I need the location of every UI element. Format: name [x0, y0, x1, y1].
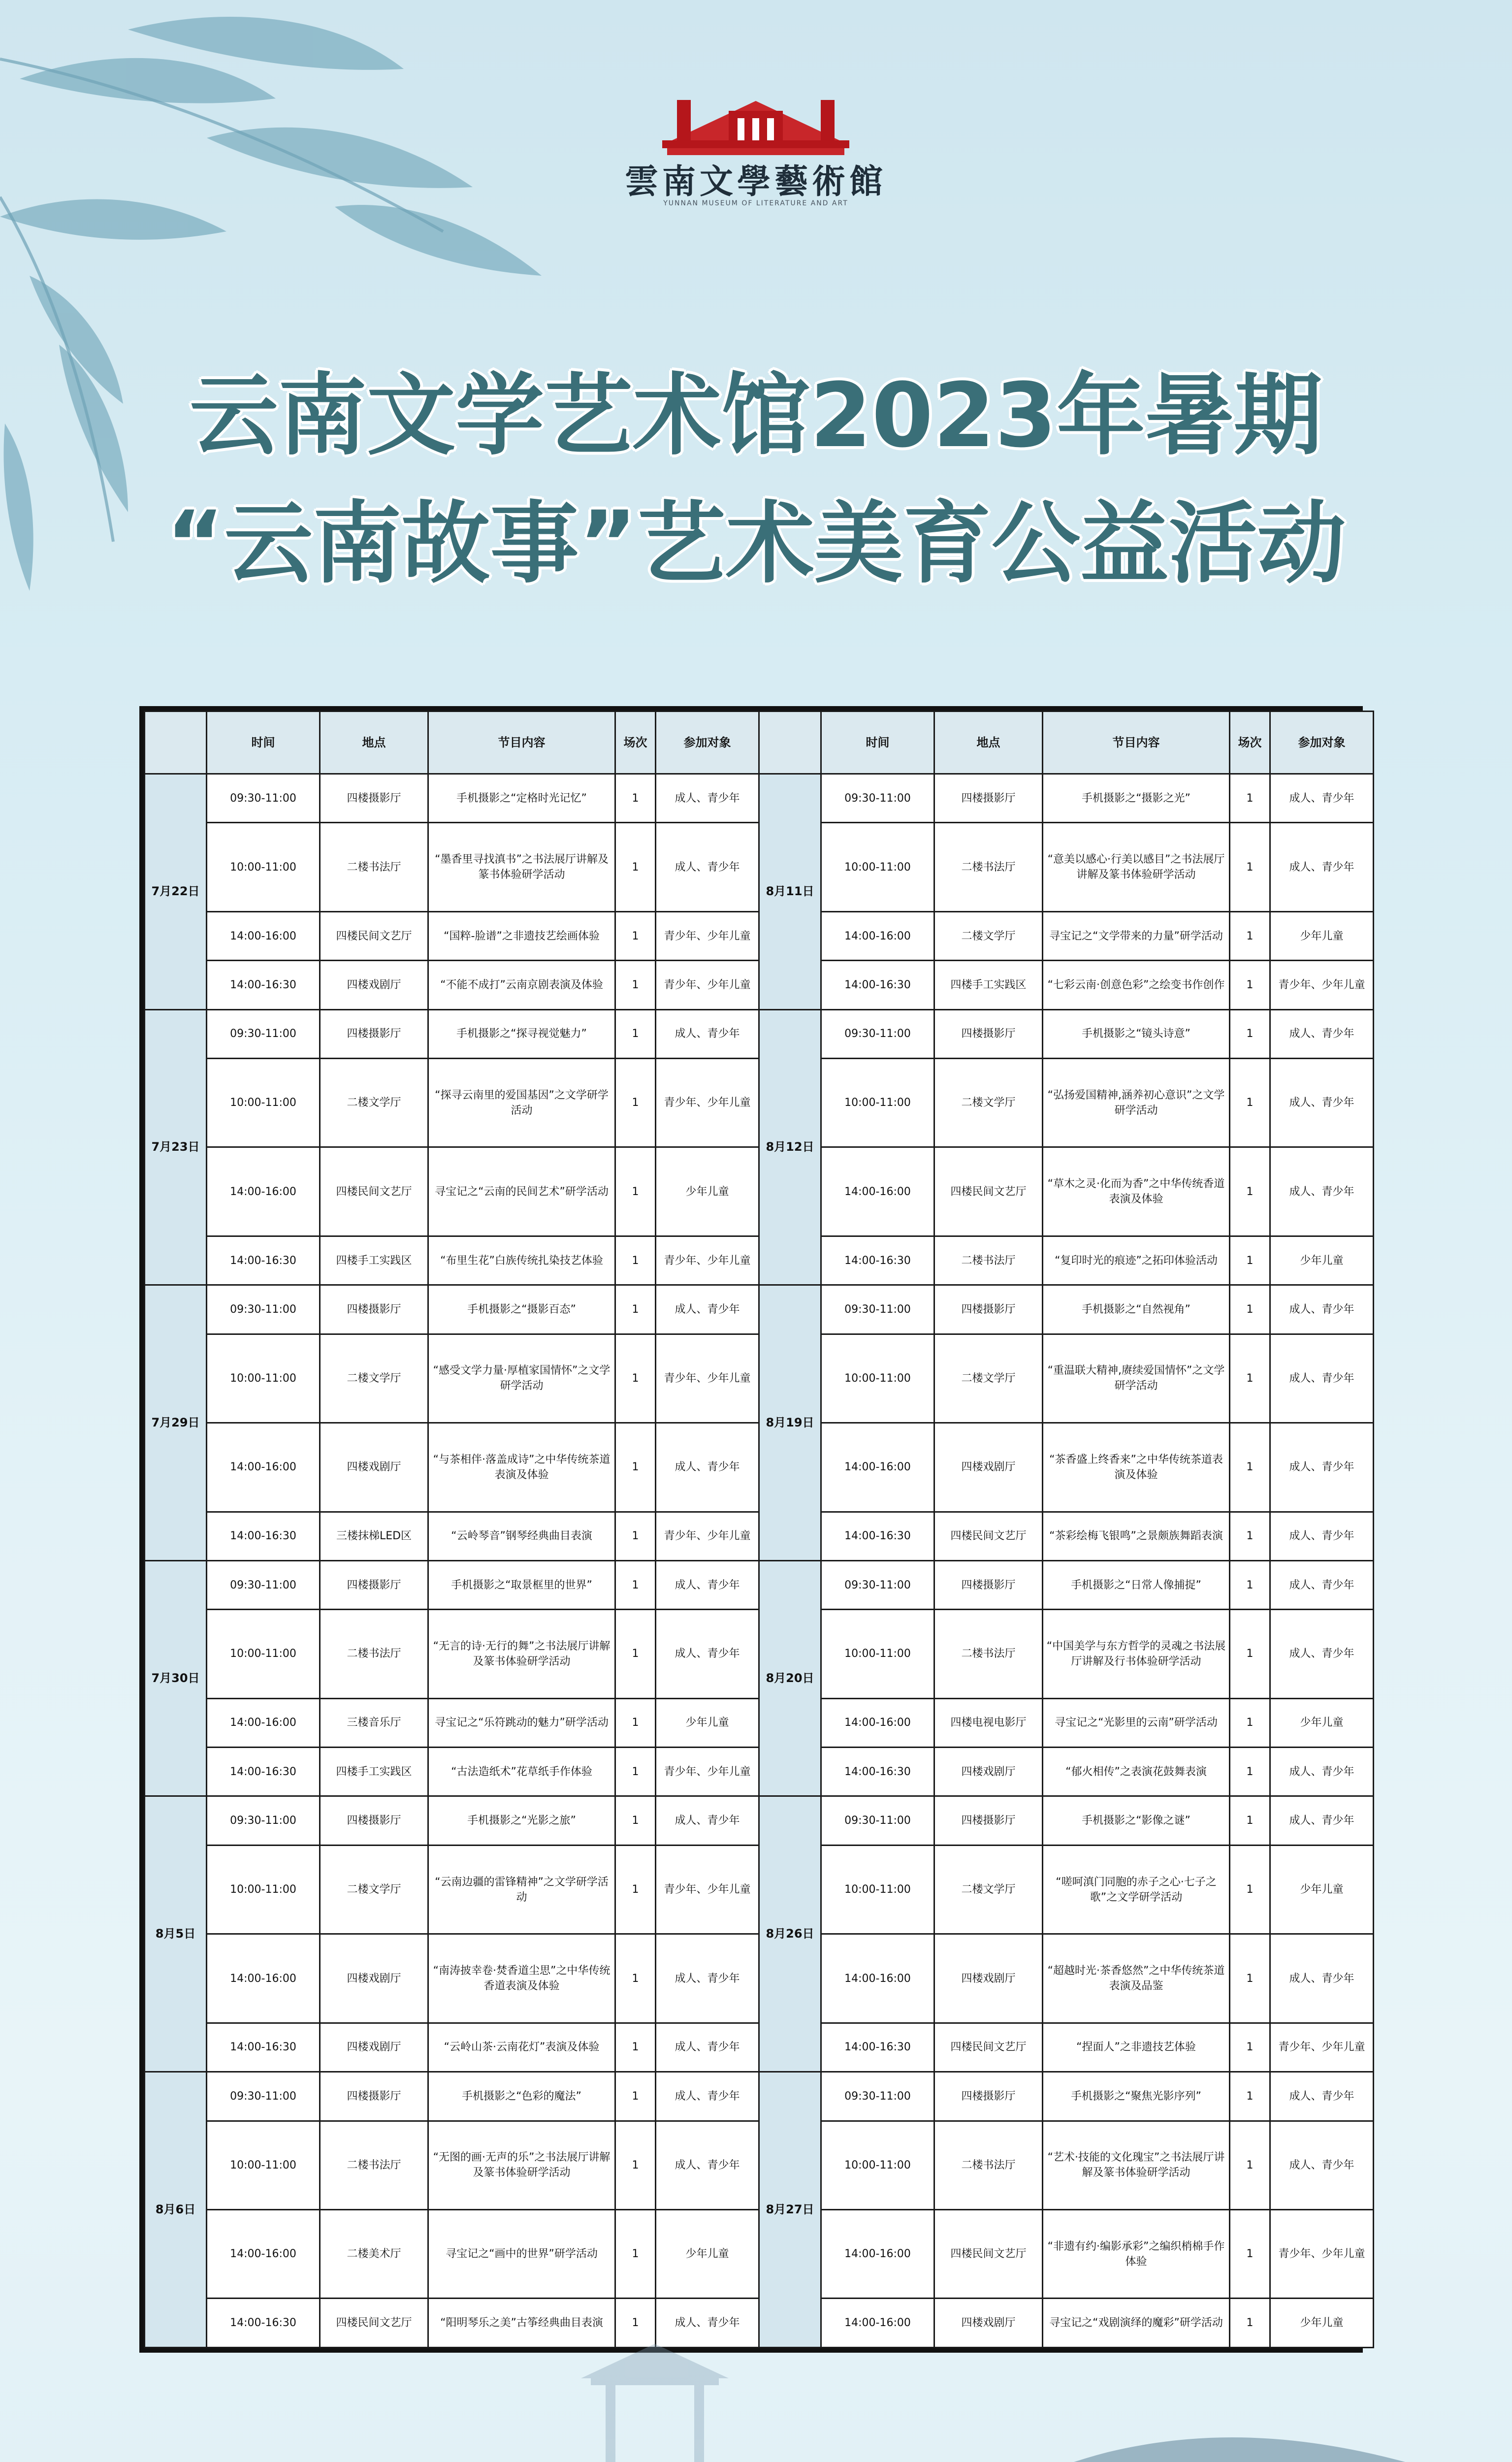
schedule-time-left: 10:00-11:00 [207, 823, 320, 911]
schedule-audience-left: 成人、青少年 [656, 1423, 759, 1512]
schedule-time-left: 10:00-11:00 [207, 1058, 320, 1147]
schedule-time-right: 14:00-16:30 [821, 1748, 934, 1796]
header-time-right: 时间 [821, 712, 934, 774]
schedule-content-right: 手机摄影之“自然视角” [1043, 1285, 1230, 1334]
schedule-audience-right: 成人、青少年 [1270, 1610, 1374, 1698]
page-title-line1: 云南文学艺术馆2023年暑期 [190, 364, 1322, 467]
schedule-time-right: 10:00-11:00 [821, 2121, 934, 2209]
schedule-date-right: 8月19日 [759, 1285, 821, 1561]
schedule-sessions-right: 1 [1230, 2072, 1270, 2121]
schedule-time-left: 14:00-16:00 [207, 1698, 320, 1747]
schedule-audience-left: 成人、青少年 [656, 2072, 759, 2121]
schedule-place-right: 四楼摄影厅 [934, 774, 1043, 823]
schedule-sessions-left: 1 [615, 1009, 656, 1058]
schedule-audience-left: 成人、青少年 [656, 823, 759, 911]
schedule-sessions-left: 1 [615, 1934, 656, 2023]
schedule-content-right: “草木之灵·化而为香”之中华传统香道表演及体验 [1043, 1147, 1230, 1236]
schedule-audience-right: 成人、青少年 [1270, 1009, 1374, 1058]
header-content-right: 节目内容 [1043, 712, 1230, 774]
schedule-content-right: “茶彩绘梅飞银鸣”之景颇族舞蹈表演 [1043, 1512, 1230, 1560]
page-title-line2: “云南故事”艺术美育公益活动 [166, 492, 1346, 595]
schedule-date-left: 7月23日 [145, 1009, 207, 1285]
schedule-content-right: 寻宝记之“戏剧演绎的魔彩”研学活动 [1043, 2299, 1230, 2348]
schedule-content-left: “无图的画·无声的乐”之书法展厅讲解及篆书体验研学活动 [428, 2121, 615, 2209]
schedule-content-right: “复印时光的痕迹”之拓印体验活动 [1043, 1236, 1230, 1285]
schedule-sessions-left: 1 [615, 1698, 656, 1747]
schedule-audience-left: 成人、青少年 [656, 2299, 759, 2348]
schedule-content-right: 手机摄影之“摄影之光” [1043, 774, 1230, 823]
schedule-audience-right: 成人、青少年 [1270, 1058, 1374, 1147]
header-audience-left: 参加对象 [656, 712, 759, 774]
schedule-time-left: 14:00-16:30 [207, 1512, 320, 1560]
schedule-place-right: 二楼书法厅 [934, 1236, 1043, 1285]
table-row [145, 1560, 1374, 1609]
schedule-content-right: 手机摄影之“日常人像捕捉” [1043, 1560, 1230, 1609]
schedule-place-right: 四楼电视电影厅 [934, 1698, 1043, 1747]
schedule-place-right: 二楼文学厅 [934, 1334, 1043, 1423]
schedule-sessions-right: 1 [1230, 1009, 1270, 1058]
schedule-content-right: “非遗有约·编影承彩”之编织梢棉手作体验 [1043, 2209, 1230, 2298]
schedule-content-left: 手机摄影之“取景框里的世界” [428, 1560, 615, 1609]
schedule-place-left: 四楼摄影厅 [320, 1009, 428, 1058]
schedule-time-left: 09:30-11:00 [207, 1796, 320, 1845]
schedule-place-right: 四楼民间文艺厅 [934, 1147, 1043, 1236]
schedule-sessions-left: 1 [615, 1748, 656, 1796]
schedule-content-right: “意美以感心·行美以感目”之书法展厅讲解及篆书体验研学活动 [1043, 823, 1230, 911]
schedule-time-left: 09:30-11:00 [207, 1285, 320, 1334]
header-audience-right: 参加对象 [1270, 712, 1374, 774]
schedule-place-right: 二楼书法厅 [934, 2121, 1043, 2209]
schedule-place-left: 二楼文学厅 [320, 1334, 428, 1423]
schedule-date-right: 8月11日 [759, 774, 821, 1010]
schedule-audience-right: 成人、青少年 [1270, 1423, 1374, 1512]
schedule-sessions-right: 1 [1230, 1423, 1270, 1512]
table-row [145, 1285, 1374, 1334]
schedule-place-left: 二楼书法厅 [320, 1610, 428, 1698]
schedule-content-right: 寻宝记之“光影里的云南”研学活动 [1043, 1698, 1230, 1747]
schedule-audience-right: 少年儿童 [1270, 1236, 1374, 1285]
schedule-time-right: 14:00-16:30 [821, 2023, 934, 2072]
schedule-audience-right: 少年儿童 [1270, 911, 1374, 960]
schedule-sessions-left: 1 [615, 1147, 656, 1236]
schedule-content-left: “云岭山茶·云南花灯”表演及体验 [428, 2023, 615, 2072]
schedule-content-right: “捏面人”之非遗技艺体验 [1043, 2023, 1230, 2072]
schedule-audience-left: 青少年、少年儿童 [656, 961, 759, 1009]
schedule-place-left: 四楼手工实践区 [320, 1748, 428, 1796]
schedule-audience-left: 青少年、少年儿童 [656, 1058, 759, 1147]
schedule-sessions-right: 1 [1230, 2023, 1270, 2072]
schedule-time-left: 14:00-16:30 [207, 961, 320, 1009]
schedule-content-left: 手机摄影之“色彩的魔法” [428, 2072, 615, 2121]
schedule-place-left: 四楼摄影厅 [320, 2072, 428, 2121]
schedule-sessions-left: 1 [615, 1334, 656, 1423]
schedule-place-left: 三楼音乐厅 [320, 1698, 428, 1747]
schedule-audience-left: 成人、青少年 [656, 1285, 759, 1334]
schedule-sessions-right: 1 [1230, 1512, 1270, 1560]
schedule-content-left: 手机摄影之“光影之旅” [428, 1796, 615, 1845]
schedule-sessions-right: 1 [1230, 961, 1270, 1009]
schedule-time-left: 14:00-16:30 [207, 2023, 320, 2072]
schedule-time-left: 14:00-16:00 [207, 911, 320, 960]
schedule-place-left: 四楼民间文艺厅 [320, 2299, 428, 2348]
schedule-place-right: 二楼文学厅 [934, 1058, 1043, 1147]
schedule-place-left: 二楼书法厅 [320, 823, 428, 911]
schedule-audience-left: 成人、青少年 [656, 2121, 759, 2209]
header-date-left [145, 712, 207, 774]
schedule-content-right: “中国美学与东方哲学的灵魂之书法展厅讲解及行书体验研学活动 [1043, 1610, 1230, 1698]
schedule-place-right: 四楼摄影厅 [934, 1285, 1043, 1334]
schedule-audience-right: 成人、青少年 [1270, 1334, 1374, 1423]
schedule-time-left: 10:00-11:00 [207, 1610, 320, 1698]
schedule-date-left: 7月29日 [145, 1285, 207, 1561]
schedule-sessions-left: 1 [615, 1423, 656, 1512]
schedule-time-right: 10:00-11:00 [821, 1845, 934, 1934]
schedule-content-left: 寻宝记之“画中的世界”研学活动 [428, 2209, 615, 2298]
schedule-date-right: 8月12日 [759, 1009, 821, 1285]
schedule-time-right: 09:30-11:00 [821, 1285, 934, 1334]
schedule-time-right: 14:00-16:00 [821, 1934, 934, 2023]
schedule-sessions-right: 1 [1230, 1285, 1270, 1334]
schedule-content-right: “茶香盛上终香来”之中华传统茶道表演及体验 [1043, 1423, 1230, 1512]
table-row [145, 1009, 1374, 1058]
schedule-content-right: “艺术·技能的文化瑰宝”之书法展厅讲解及篆书体验研学活动 [1043, 2121, 1230, 2209]
table-row [145, 2072, 1374, 2121]
schedule-audience-left: 少年儿童 [656, 2209, 759, 2298]
schedule-place-left: 四楼摄影厅 [320, 1560, 428, 1609]
schedule-place-left: 四楼摄影厅 [320, 1285, 428, 1334]
schedule-time-right: 09:30-11:00 [821, 774, 934, 823]
schedule-audience-left: 青少年、少年儿童 [656, 1845, 759, 1934]
schedule-content-left: “南涛披幸卷·焚香道尘思”之中华传统香道表演及体验 [428, 1934, 615, 2023]
schedule-place-left: 四楼戏剧厅 [320, 1423, 428, 1512]
schedule-time-right: 10:00-11:00 [821, 1058, 934, 1147]
schedule-audience-right: 成人、青少年 [1270, 1934, 1374, 2023]
schedule-sessions-right: 1 [1230, 774, 1270, 823]
schedule-table [139, 706, 1363, 2353]
schedule-sessions-right: 1 [1230, 1934, 1270, 2023]
schedule-place-right: 四楼摄影厅 [934, 2072, 1043, 2121]
schedule-audience-left: 成人、青少年 [656, 2023, 759, 2072]
schedule-time-right: 09:30-11:00 [821, 1009, 934, 1058]
schedule-time-left: 09:30-11:00 [207, 2072, 320, 2121]
schedule-place-left: 四楼戏剧厅 [320, 1934, 428, 2023]
schedule-audience-left: 少年儿童 [656, 1698, 759, 1747]
schedule-sessions-right: 1 [1230, 1698, 1270, 1747]
schedule-audience-right: 成人、青少年 [1270, 2072, 1374, 2121]
schedule-sessions-left: 1 [615, 1512, 656, 1560]
schedule-sessions-right: 1 [1230, 823, 1270, 911]
schedule-place-left: 四楼民间文艺厅 [320, 1147, 428, 1236]
schedule-content-left: “国粹-脸谱”之非遗技艺绘画体验 [428, 911, 615, 960]
schedule-sessions-left: 1 [615, 2023, 656, 2072]
schedule-place-right: 四楼戏剧厅 [934, 2299, 1043, 2348]
schedule-audience-right: 青少年、少年儿童 [1270, 961, 1374, 1009]
schedule-place-left: 四楼民间文艺厅 [320, 911, 428, 960]
schedule-audience-right: 成人、青少年 [1270, 1512, 1374, 1560]
schedule-place-left: 二楼文学厅 [320, 1845, 428, 1934]
schedule-time-right: 10:00-11:00 [821, 1610, 934, 1698]
schedule-audience-right: 成人、青少年 [1270, 2121, 1374, 2209]
schedule-audience-right: 成人、青少年 [1270, 774, 1374, 823]
header-date-right [759, 712, 821, 774]
schedule-place-left: 二楼美术厅 [320, 2209, 428, 2298]
schedule-content-left: 手机摄影之“摄影百态” [428, 1285, 615, 1334]
schedule-content-right: “郁火相传”之表演花鼓舞表演 [1043, 1748, 1230, 1796]
schedule-sessions-left: 1 [615, 2209, 656, 2298]
schedule-content-left: “感受文学力量·厚植家国情怀”之文学研学活动 [428, 1334, 615, 1423]
schedule-place-left: 四楼戏剧厅 [320, 2023, 428, 2072]
schedule-audience-right: 少年儿童 [1270, 1698, 1374, 1747]
table-row [145, 1796, 1374, 1845]
schedule-time-right: 14:00-16:30 [821, 1512, 934, 1560]
schedule-content-left: “不能不成打”云南京剧表演及体验 [428, 961, 615, 1009]
schedule-sessions-right: 1 [1230, 1334, 1270, 1423]
schedule-time-left: 14:00-16:00 [207, 1423, 320, 1512]
schedule-place-right: 二楼书法厅 [934, 823, 1043, 911]
schedule-date-left: 7月22日 [145, 774, 207, 1010]
logo-english-name: YUNNAN MUSEUM OF LITERATURE AND ART [663, 199, 848, 207]
schedule-audience-left: 成人、青少年 [656, 1610, 759, 1698]
schedule-place-right: 四楼摄影厅 [934, 1560, 1043, 1609]
schedule-place-left: 四楼戏剧厅 [320, 961, 428, 1009]
schedule-sessions-left: 1 [615, 774, 656, 823]
header-sessions-right: 场次 [1230, 712, 1270, 774]
schedule-content-left: 寻宝记之“乐符跳动的魅力”研学活动 [428, 1698, 615, 1747]
schedule-place-right: 四楼民间文艺厅 [934, 2209, 1043, 2298]
schedule-sessions-right: 1 [1230, 2121, 1270, 2209]
header-time-left: 时间 [207, 712, 320, 774]
schedule-place-left: 三楼抹梯LED区 [320, 1512, 428, 1560]
schedule-content-left: “阳明琴乐之美”古筝经典曲目表演 [428, 2299, 615, 2348]
schedule-content-left: “探寻云南里的爱国基因”之文学研学活动 [428, 1058, 615, 1147]
schedule-sessions-right: 1 [1230, 2209, 1270, 2298]
schedule-sessions-left: 1 [615, 1236, 656, 1285]
schedule-time-right: 14:00-16:30 [821, 961, 934, 1009]
schedule-place-right: 二楼书法厅 [934, 1610, 1043, 1698]
schedule-content-left: 寻宝记之“云南的民间艺术”研学活动 [428, 1147, 615, 1236]
schedule-sessions-left: 1 [615, 1285, 656, 1334]
schedule-time-right: 09:30-11:00 [821, 1796, 934, 1845]
schedule-audience-right: 成人、青少年 [1270, 1796, 1374, 1845]
schedule-audience-left: 少年儿童 [656, 1147, 759, 1236]
schedule-content-right: “超越时光·茶香悠然”之中华传统茶道表演及品鉴 [1043, 1934, 1230, 2023]
schedule-sessions-right: 1 [1230, 2299, 1270, 2348]
schedule-place-right: 四楼摄影厅 [934, 1796, 1043, 1845]
schedule-content-right: 手机摄影之“镜头诗意” [1043, 1009, 1230, 1058]
schedule-content-left: “云岭琴音”钢琴经典曲目表演 [428, 1512, 615, 1560]
schedule-audience-right: 青少年、少年儿童 [1270, 2023, 1374, 2072]
schedule-time-left: 14:00-16:00 [207, 2209, 320, 2298]
schedule-time-right: 14:00-16:00 [821, 1147, 934, 1236]
schedule-place-left: 二楼书法厅 [320, 2121, 428, 2209]
schedule-content-right: 寻宝记之“文学带来的力量”研学活动 [1043, 911, 1230, 960]
schedule-content-right: 手机摄影之“聚焦光影序列” [1043, 2072, 1230, 2121]
schedule-audience-right: 成人、青少年 [1270, 1285, 1374, 1334]
logo-name: 雲南文學藝術館 [624, 162, 887, 201]
schedule-content-right: “嗟呵滇门同胞的赤子之心·七子之歌”之文学研学活动 [1043, 1845, 1230, 1934]
schedule-place-right: 四楼摄影厅 [934, 1009, 1043, 1058]
schedule-sessions-left: 1 [615, 1610, 656, 1698]
schedule-time-left: 14:00-16:00 [207, 1147, 320, 1236]
mountain-landscape [0, 2290, 1512, 2462]
schedule-content-right: 手机摄影之“影像之谜” [1043, 1796, 1230, 1845]
schedule-sessions-left: 1 [615, 823, 656, 911]
schedule-audience-right: 成人、青少年 [1270, 823, 1374, 911]
schedule-time-left: 14:00-16:00 [207, 1934, 320, 2023]
schedule-sessions-right: 1 [1230, 1236, 1270, 1285]
schedule-audience-left: 成人、青少年 [656, 1009, 759, 1058]
schedule-time-right: 09:30-11:00 [821, 2072, 934, 2121]
schedule-time-left: 10:00-11:00 [207, 1845, 320, 1934]
header-place-left: 地点 [320, 712, 428, 774]
schedule-sessions-left: 1 [615, 2072, 656, 2121]
schedule-sessions-left: 1 [615, 1058, 656, 1147]
schedule-audience-left: 成人、青少年 [656, 1560, 759, 1609]
schedule-content-right: “七彩云南·创意色彩”之绘变书作创作 [1043, 961, 1230, 1009]
schedule-sessions-right: 1 [1230, 1610, 1270, 1698]
schedule-time-right: 14:00-16:00 [821, 1423, 934, 1512]
schedule-time-left: 14:00-16:30 [207, 1748, 320, 1796]
schedule-content-left: “布里生花”白族传统扎染技艺体验 [428, 1236, 615, 1285]
schedule-place-right: 四楼戏剧厅 [934, 1748, 1043, 1796]
header-content-left: 节目内容 [428, 712, 615, 774]
schedule-place-right: 四楼手工实践区 [934, 961, 1043, 1009]
schedule-time-left: 09:30-11:00 [207, 1560, 320, 1609]
schedule-audience-left: 青少年、少年儿童 [656, 1512, 759, 1560]
schedule-sessions-right: 1 [1230, 1560, 1270, 1609]
schedule-audience-right: 青少年、少年儿童 [1270, 2209, 1374, 2298]
schedule-place-right: 四楼戏剧厅 [934, 1423, 1043, 1512]
schedule-audience-left: 成人、青少年 [656, 774, 759, 823]
schedule-sessions-left: 1 [615, 2299, 656, 2348]
schedule-time-right: 14:00-16:00 [821, 1698, 934, 1747]
table-header-row [145, 712, 1374, 774]
schedule-place-left: 四楼摄影厅 [320, 774, 428, 823]
schedule-date-left: 8月5日 [145, 1796, 207, 2072]
schedule-audience-right: 少年儿童 [1270, 2299, 1374, 2348]
schedule-sessions-right: 1 [1230, 1147, 1270, 1236]
schedule-audience-left: 青少年、少年儿童 [656, 1748, 759, 1796]
header-place-right: 地点 [934, 712, 1043, 774]
schedule-audience-right: 成人、青少年 [1270, 1147, 1374, 1236]
schedule-sessions-right: 1 [1230, 1748, 1270, 1796]
schedule-audience-right: 成人、青少年 [1270, 1560, 1374, 1609]
schedule-audience-left: 成人、青少年 [656, 1796, 759, 1845]
schedule-time-right: 14:00-16:00 [821, 2299, 934, 2348]
schedule-audience-right: 成人、青少年 [1270, 1748, 1374, 1796]
schedule-sessions-left: 1 [615, 911, 656, 960]
schedule-sessions-left: 1 [615, 961, 656, 1009]
schedule-sessions-left: 1 [615, 1560, 656, 1609]
table-row [145, 774, 1374, 823]
schedule-sessions-right: 1 [1230, 1845, 1270, 1934]
schedule-place-right: 二楼文学厅 [934, 911, 1043, 960]
schedule-audience-left: 青少年、少年儿童 [656, 1236, 759, 1285]
schedule-time-right: 14:00-16:30 [821, 1236, 934, 1285]
schedule-place-right: 二楼文学厅 [934, 1845, 1043, 1934]
schedule-time-left: 14:00-16:30 [207, 1236, 320, 1285]
schedule-sessions-left: 1 [615, 1845, 656, 1934]
schedule-sessions-left: 1 [615, 1796, 656, 1845]
schedule-sessions-right: 1 [1230, 1058, 1270, 1147]
header-sessions-left: 场次 [615, 712, 656, 774]
schedule-time-left: 09:30-11:00 [207, 1009, 320, 1058]
schedule-time-right: 14:00-16:00 [821, 2209, 934, 2298]
schedule-time-right: 10:00-11:00 [821, 823, 934, 911]
schedule-sessions-right: 1 [1230, 1796, 1270, 1845]
schedule-time-right: 09:30-11:00 [821, 1560, 934, 1609]
schedule-audience-left: 青少年、少年儿童 [656, 1334, 759, 1423]
schedule-date-right: 8月27日 [759, 2072, 821, 2348]
schedule-content-left: 手机摄影之“探寻视觉魅力” [428, 1009, 615, 1058]
schedule-sessions-right: 1 [1230, 911, 1270, 960]
schedule-content-left: “云南边疆的雷锋精神”之文学研学活动 [428, 1845, 615, 1934]
schedule-audience-left: 成人、青少年 [656, 1934, 759, 2023]
schedule-date-right: 8月26日 [759, 1796, 821, 2072]
schedule-audience-right: 少年儿童 [1270, 1845, 1374, 1934]
schedule-content-left: “与茶相伴·落盖成诗”之中华传统茶道表演及体验 [428, 1423, 615, 1512]
schedule-time-left: 09:30-11:00 [207, 774, 320, 823]
schedule-time-left: 10:00-11:00 [207, 1334, 320, 1423]
schedule-time-right: 10:00-11:00 [821, 1334, 934, 1423]
schedule-content-right: “弘扬爱国精神,涵养初心意识”之文学研学活动 [1043, 1058, 1230, 1147]
schedule-date-left: 7月30日 [145, 1560, 207, 1796]
schedule-time-left: 14:00-16:30 [207, 2299, 320, 2348]
schedule-audience-left: 青少年、少年儿童 [656, 911, 759, 960]
schedule-content-right: “重温联大精神,赓续爱国情怀”之文学研学活动 [1043, 1334, 1230, 1423]
schedule-place-right: 四楼民间文艺厅 [934, 1512, 1043, 1560]
schedule-place-left: 四楼摄影厅 [320, 1796, 428, 1845]
schedule-content-left: 手机摄影之“定格时光记忆” [428, 774, 615, 823]
schedule-place-left: 四楼手工实践区 [320, 1236, 428, 1285]
schedule-place-right: 四楼民间文艺厅 [934, 2023, 1043, 2072]
schedule-date-right: 8月20日 [759, 1560, 821, 1796]
schedule-time-right: 14:00-16:00 [821, 911, 934, 960]
schedule-time-left: 10:00-11:00 [207, 2121, 320, 2209]
schedule-content-left: “古法造纸术”花草纸手作体验 [428, 1748, 615, 1796]
schedule-sessions-left: 1 [615, 2121, 656, 2209]
schedule-content-left: “墨香里寻找滇书”之书法展厅讲解及篆书体验研学活动 [428, 823, 615, 911]
schedule-content-left: “无言的诗·无行的舞”之书法展厅讲解及篆书体验研学活动 [428, 1610, 615, 1698]
schedule-place-right: 四楼戏剧厅 [934, 1934, 1043, 2023]
schedule-place-left: 二楼文学厅 [320, 1058, 428, 1147]
schedule-date-left: 8月6日 [145, 2072, 207, 2348]
